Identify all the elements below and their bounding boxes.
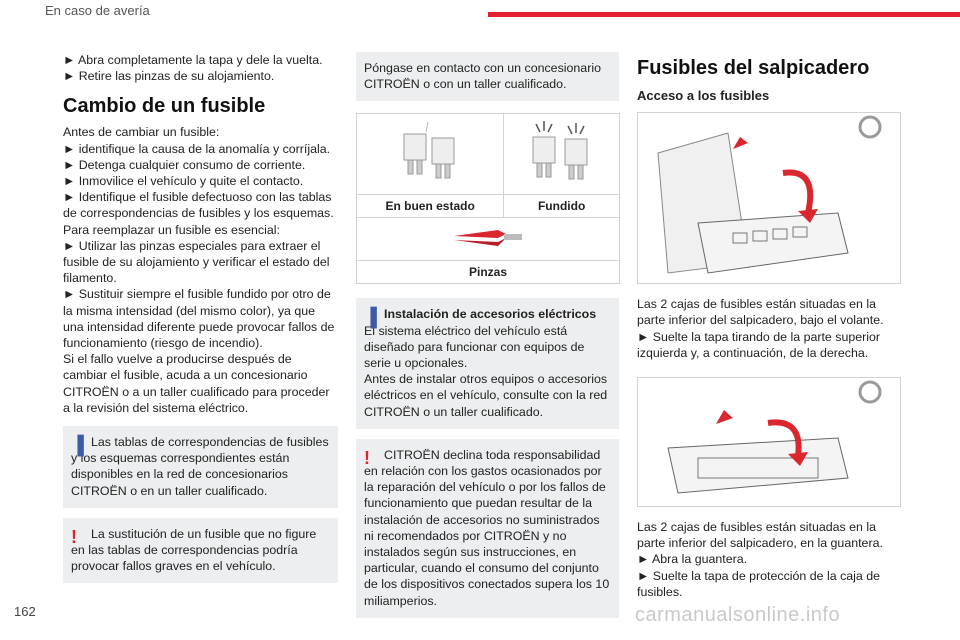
watermark: carmanualsonline.info [635, 604, 841, 626]
contact-note [356, 52, 619, 101]
instruction-line: ► Abra completamente la tapa y dele la vuelta. [63, 53, 323, 67]
contact-note-text: Póngase en contacto con un concesionario CITROËN o con un taller cualificado. [364, 61, 601, 92]
fuse-state-table [356, 113, 620, 284]
body-line: ► Inmovilice el vehículo y quite el contacto. [63, 174, 304, 189]
body-line: Si el fallo vuelve a producirse después de cambiar el fusible, acuda a un concesionario CITROËN o a un taller cualificado para proceder a la revisión del sistema eléctrico. [63, 352, 330, 415]
subsection-heading: Acceso a los fusibles [637, 88, 770, 103]
pliers-icon [448, 222, 528, 252]
fuse-blown-label: Fundido [504, 195, 620, 218]
dashboard-fuse-figure-1 [637, 112, 901, 284]
body-line: ► Sustituir siempre el fusible fundido por otro de la misma intensidad (del mismo color), ya que una intensidad diferente puede provocar fallos de funcionamiento (riesgo de incendio). [63, 287, 335, 351]
info-note-text: Las tablas de correspondencias de fusibles y los esquemas correspondientes están disponibles en la red de concesionarios CITROËN o en un taller cualificado. [71, 435, 329, 498]
body-line: ► Detenga cualquier consumo de corriente. [63, 157, 306, 172]
pliers-label: Pinzas [357, 261, 620, 284]
section-heading: Cambio de un fusible [63, 95, 266, 118]
body-line: ► Abra la guantera. [637, 552, 748, 567]
column-middle [356, 52, 619, 618]
fuse-good-illustration [357, 114, 504, 195]
info-icon: ▐ [71, 435, 84, 456]
fuse-good-label: En buen estado [357, 195, 504, 218]
glovebox-fuse-figure [637, 377, 901, 507]
fuse-access-text-2 [637, 519, 900, 600]
body-line: Las 2 cajas de fusibles están situadas en la parte inferior del salpicadero, en la guantera. [637, 520, 883, 551]
info-note [63, 426, 338, 508]
warning-note-text: CITROËN declina toda responsabilidad en relación con los gastos ocasionados por la reparación del vehículo o por los fallos de funcionamiento que puedan resultar de la instalación de accesorios no suministrados ni recomendados por CITROËN y no instalados según sus instrucciones, en particular, cuando el consumo del conjunto de los dispositivos conectados supera los 10 miliamperios. [364, 447, 610, 608]
page-number: 162 [14, 604, 36, 619]
info-note-body: El sistema eléctrico del vehículo está diseñado para funcionar con equipos de serie u opcionales. Antes de instalar otros equipos o accesorios eléctricos en el vehículo, consulte con la red CITROËN o un taller cualificado. [364, 323, 608, 419]
body-line: Antes de cambiar un fusible: [63, 125, 220, 140]
fuse-access-text-1 [637, 296, 900, 361]
body-line: Para reemplazar un fusible es esencial: [63, 222, 280, 237]
info-icon: ▐ [364, 307, 377, 328]
column-left [63, 52, 338, 583]
body-line: ► identifique la causa de la anomalía y corríjala. [63, 141, 331, 156]
fuse-good-icon [400, 120, 460, 184]
column-right [637, 52, 900, 600]
body-line: ► Identifique el fusible defectuoso con las tablas de correspondencias de fusibles y los esquemas. [63, 190, 334, 221]
fuse-blown-icon [527, 117, 597, 187]
pliers-illustration [357, 218, 620, 261]
section-title: En caso de avería [45, 3, 150, 18]
glovebox-illustration [638, 378, 900, 506]
dashboard-illustration [638, 113, 900, 283]
info-note-accessories [356, 298, 619, 428]
body-line: ► Utilizar las pinzas especiales para extraer el fusible de su alojamiento y verificar el estado del filamento. [63, 238, 330, 286]
body-line: ► Suelte la tapa de protección de la caja de fusibles. [637, 568, 881, 599]
instruction-line: ► Retire las pinzas de su alojamiento. [63, 69, 275, 84]
body-line: ► Suelte la tapa tirando de la parte superior izquierda y, a continuación, de la derecha. [637, 329, 881, 360]
fuse-blown-illustration [504, 114, 620, 195]
warning-note [63, 518, 338, 584]
header-accent-bar [488, 12, 960, 17]
body-line: Las 2 cajas de fusibles están situadas en la parte inferior del salpicadero, bajo el volante. [637, 297, 884, 328]
info-note-title: Instalación de accesorios eléctricos [384, 307, 597, 322]
warning-note-liability [356, 439, 619, 618]
warning-icon: ! [364, 447, 370, 468]
warning-icon: ! [71, 526, 77, 547]
section-heading: Fusibles del salpicadero [637, 57, 870, 79]
warning-note-text: La sustitución de un fusible que no figure en las tablas de correspondencias podría provocar fallos graves en el vehículo. [71, 526, 317, 574]
